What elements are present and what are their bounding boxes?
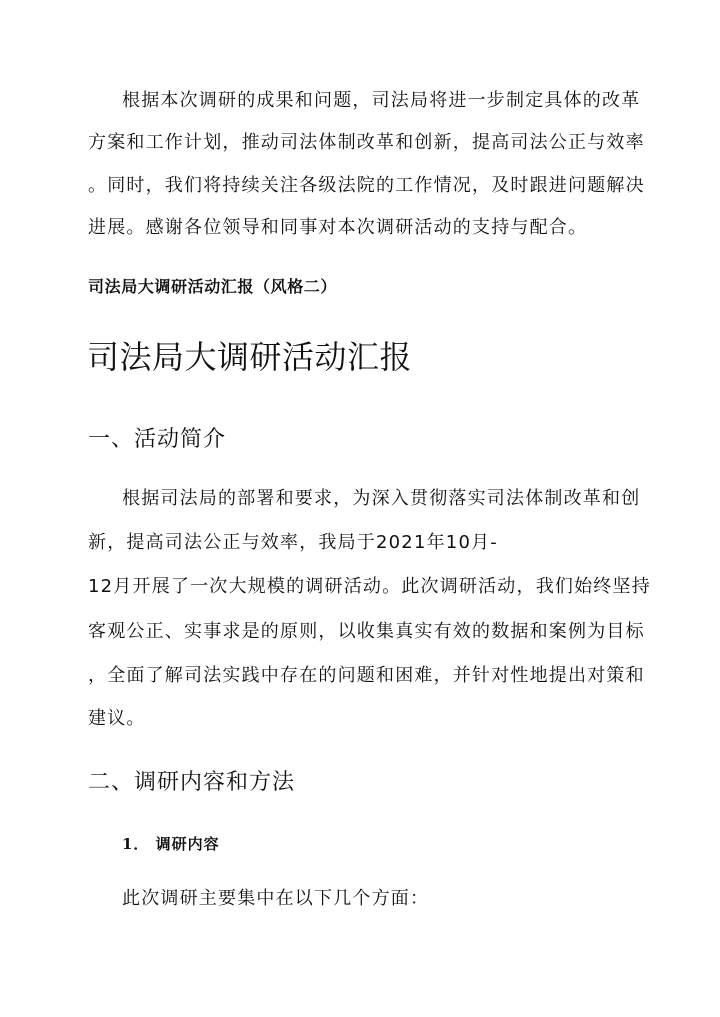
document-title: 司法局大调研活动汇报 [87, 338, 413, 376]
section-1-line-2: 新，提高司法公正与效率，我局于2021年10月- [88, 532, 499, 553]
intro-line-2: 方案和工作计划，推动司法体制改革和创新，提高司法公正与效率 [88, 132, 645, 153]
section-1-line-3: 12月开展了一次大规模的调研活动。此次调研活动，我们始终坚持 [88, 576, 651, 597]
subsection-1-heading: 1． 调研内容 [122, 835, 220, 853]
intro-line-4: 进展。感谢各位领导和同事对本次调研活动的支持与配合。 [88, 217, 588, 238]
section-1-heading: 一、活动简介 [88, 427, 227, 452]
section-1-line-5: ，全面了解司法实践中存在的问题和困难，并针对性地提出对策和 [88, 665, 645, 686]
section-2-heading: 二、调研内容和方法 [88, 770, 296, 795]
section-1-line-1: 根据司法局的部署和要求，为深入贯彻落实司法体制改革和创 [122, 488, 641, 509]
intro-line-3: 。同时，我们将持续关注各级法院的工作情况，及时跟进问题解决 [88, 175, 645, 196]
section-1-line-4: 客观公正、实事求是的原则，以收集真实有效的数据和案例为目标 [88, 621, 645, 642]
section-1-line-6: 建议。 [88, 708, 146, 729]
style-subtitle: 司法局大调研活动汇报（风格二） [88, 277, 338, 296]
subsection-1-intro: 此次调研主要集中在以下几个方面： [122, 888, 430, 909]
intro-line-1: 根据本次调研的成果和问题，司法局将进一步制定具体的改革 [122, 90, 641, 111]
